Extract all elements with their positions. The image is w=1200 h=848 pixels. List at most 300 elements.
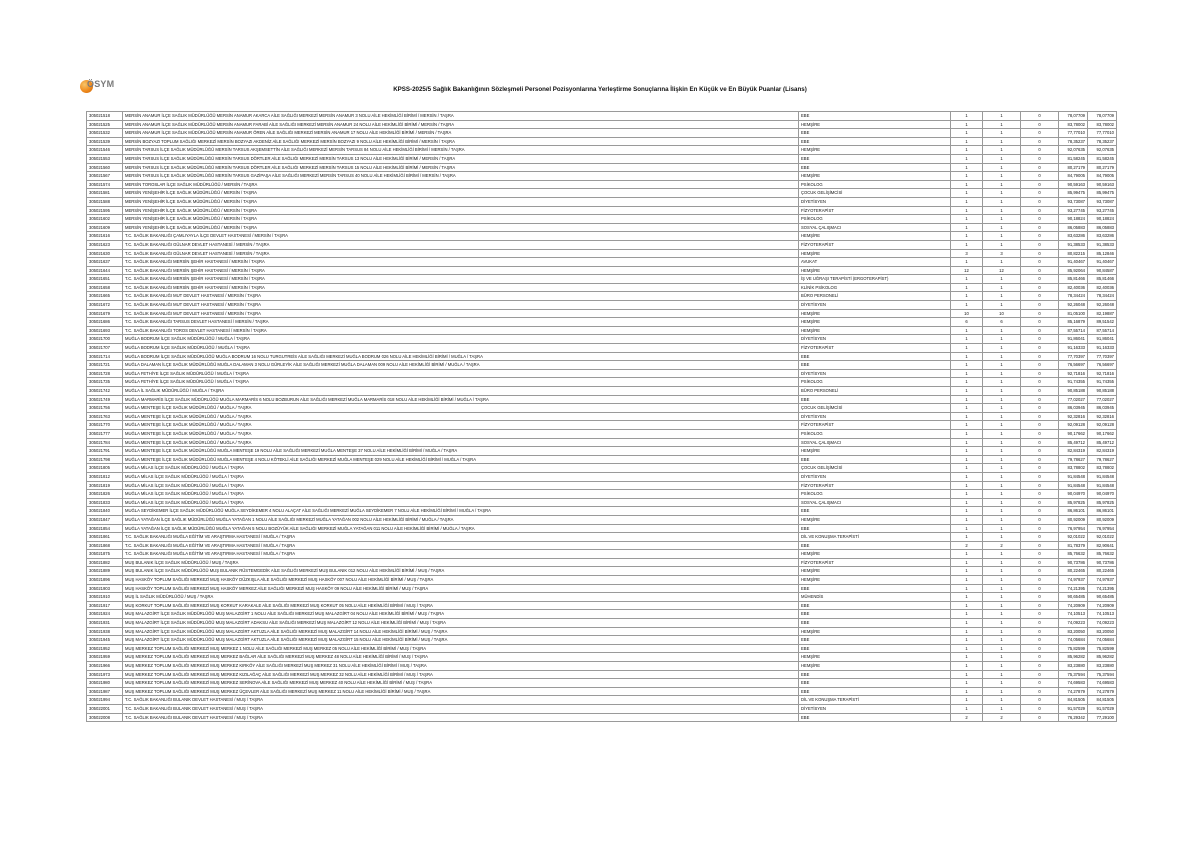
quota-cell: 1 (951, 326, 983, 335)
position-cell: FİZYOTERAPİST (799, 558, 951, 567)
program-code-cell: 305021938 (87, 627, 123, 636)
table-row (87, 172, 1117, 181)
institution-cell: MERSİN TARSUS İLÇE SAĞLIK MÜDÜRLÜĞÜ MERSİN TARSUS DÖRTLER AİLE SAĞLIĞI MERKEZİ MERSİN TARSUS 15 NOLU AİLE HEKİMLİĞİ BİRİMİ / MERSİN / TAŞRA (123, 163, 799, 172)
vacant-cell: 0 (1021, 301, 1059, 310)
program-code-cell: 305021728 (87, 369, 123, 378)
placed-cell: 1 (983, 344, 1021, 353)
min-score-cell: 74,09223 (1059, 619, 1088, 628)
quota-cell: 3 (951, 249, 983, 258)
table-row (87, 490, 1117, 499)
placed-cell: 1 (983, 180, 1021, 189)
vacant-cell: 0 (1021, 507, 1059, 516)
table-row (87, 696, 1117, 705)
program-code-cell: 305021994 (87, 696, 123, 705)
table-row (87, 464, 1117, 473)
position-cell: DİYETİSYEN (799, 301, 951, 310)
min-score-cell: 91,57029 (1059, 704, 1088, 713)
quota-cell: 1 (951, 240, 983, 249)
table-row (87, 593, 1117, 602)
program-code-cell: 305021784 (87, 438, 123, 447)
program-code-cell: 305021651 (87, 275, 123, 284)
program-code-cell: 305021931 (87, 619, 123, 628)
program-code-cell: 305021973 (87, 670, 123, 679)
position-cell: EBE (799, 644, 951, 653)
placed-cell: 1 (983, 644, 1021, 653)
placed-cell: 1 (983, 481, 1021, 490)
institution-cell: MERSİN TOROSLAR İLÇE SAĞLIK MÜDÜRLÜĞÜ / MERSİN / TAŞRA (123, 180, 799, 189)
max-score-cell: 90,84587 (1088, 266, 1117, 275)
program-code-cell: 305021819 (87, 481, 123, 490)
max-score-cell: 86,03945 (1088, 404, 1117, 413)
vacant-cell: 0 (1021, 644, 1059, 653)
max-score-cell: 82,90641 (1088, 541, 1117, 550)
institution-cell: MUĞLA BODRUM İLÇE SAĞLIK MÜDÜRLÜĞÜ MUĞLA BODRUM 16 NOLU TURGUTREİS AİLE SAĞLIĞI MERKEZİ MUĞLA BODRUM 026 NOLU AİLE HEKİMLİĞİ BİRİMİ / MUĞLA / TAŞRA (123, 352, 799, 361)
quota-cell: 1 (951, 137, 983, 146)
max-score-cell: 74,21395 (1088, 584, 1117, 593)
position-cell: EBE (799, 636, 951, 645)
program-code-cell: 305021693 (87, 326, 123, 335)
institution-cell: MUŞ MERKEZ TOPLUM SAĞLIĞI MERKEZİ MUŞ MERKEZ BAĞLAR AİLE SAĞLIĞI MERKEZİ MUŞ MERKEZ 48 NOLU AİLE HEKİMLİĞİ BİRİMİ / MUŞ / TAŞRA (123, 653, 799, 662)
max-score-cell: 74,69583 (1088, 679, 1117, 688)
vacant-cell: 0 (1021, 696, 1059, 705)
quota-cell: 1 (951, 619, 983, 628)
min-score-cell: 80,92009 (1059, 515, 1088, 524)
quota-cell: 1 (951, 558, 983, 567)
vacant-cell: 0 (1021, 481, 1059, 490)
placed-cell: 1 (983, 172, 1021, 181)
institution-cell: T.C. SAĞLIK BAKANLIĞI MERSİN ŞEHİR HASTANESİ / MERSİN / TAŞRA (123, 258, 799, 267)
institution-cell: MERSİN ANAMUR İLÇE SAĞLIK MÜDÜRLÜĞÜ MERSİN ANAMUR ÖREN AİLE SAĞLIĞI MERKEZİ MERSİN ANAMUR 17 NOLU AİLE HEKİMLİĞİ BİRİMİ / MERSİN / TAŞRA (123, 129, 799, 138)
max-score-cell: 93,27745 (1088, 206, 1117, 215)
program-code-cell: 305021700 (87, 335, 123, 344)
min-score-cell: 92,01022 (1059, 533, 1088, 542)
institution-cell: MUĞLA MENTEŞE İLÇE SAĞLIK MÜDÜRLÜĞÜ / MUĞLA / TAŞRA (123, 421, 799, 430)
position-cell: ÇOCUK GELİŞİMCİSİ (799, 189, 951, 198)
institution-cell: T.C. SAĞLIK BAKANLIĞI MERSİN ŞEHİR HASTANESİ / MERSİN / TAŞRA (123, 283, 799, 292)
max-score-cell: 77,77010 (1088, 129, 1117, 138)
vacant-cell: 0 (1021, 412, 1059, 421)
institution-cell: T.C. SAĞLIK BAKANLIĞI ÇAMLIYAYLA İLÇE DEVLET HASTANESİ / MERSİN / TAŞRA (123, 232, 799, 241)
institution-cell: MUĞLA FETHİYE İLÇE SAĞLIK MÜDÜRLÜĞÜ / MUĞLA / TAŞRA (123, 378, 799, 387)
min-score-cell: 81,78379 (1059, 541, 1088, 550)
program-code-cell: 305021875 (87, 550, 123, 559)
max-score-cell: 74,10513 (1088, 610, 1117, 619)
vacant-cell: 0 (1021, 558, 1059, 567)
position-cell: HEMŞİRE (799, 249, 951, 258)
quota-cell: 1 (951, 653, 983, 662)
institution-cell: T.C. SAĞLIK BAKANLIĞI MERSİN ŞEHİR HASTANESİ / MERSİN / TAŞRA (123, 275, 799, 284)
position-cell: HEMŞİRE (799, 318, 951, 327)
institution-cell: MERSİN TARSUS İLÇE SAĞLIK MÜDÜRLÜĞÜ MERSİN TARSUS DÖRTLER AİLE SAĞLIĞI MERKEZİ MERSİN TARSUS 13 NOLU AİLE HEKİMLİĞİ BİRİMİ / MERSİN / TAŞRA (123, 154, 799, 163)
max-score-cell: 75,82599 (1088, 644, 1117, 653)
placed-cell: 1 (983, 679, 1021, 688)
table-row (87, 541, 1117, 550)
quota-cell: 1 (951, 352, 983, 361)
vacant-cell: 0 (1021, 266, 1059, 275)
min-score-cell: 80,22465 (1059, 567, 1088, 576)
max-score-cell: 84,79005 (1088, 172, 1117, 181)
quota-cell: 1 (951, 292, 983, 301)
quota-cell: 12 (951, 266, 983, 275)
program-code-cell: 305021707 (87, 344, 123, 353)
quota-cell: 1 (951, 120, 983, 129)
vacant-cell: 0 (1021, 421, 1059, 430)
min-score-cell: 83,78802 (1059, 464, 1088, 473)
placed-cell: 1 (983, 378, 1021, 387)
position-cell: SOSYAL ÇALIŞMACI (799, 438, 951, 447)
table-row (87, 472, 1117, 481)
min-score-cell: 86,86101 (1059, 507, 1088, 516)
program-code-cell: 305021770 (87, 421, 123, 430)
quota-cell: 1 (951, 189, 983, 198)
placed-cell: 1 (983, 197, 1021, 206)
table-row (87, 619, 1117, 628)
min-score-cell: 77,70397 (1059, 352, 1088, 361)
program-code-cell: 305021686 (87, 318, 123, 327)
placed-cell: 1 (983, 361, 1021, 370)
vacant-cell: 0 (1021, 172, 1059, 181)
placed-cell: 1 (983, 223, 1021, 232)
min-score-cell: 93,73087 (1059, 197, 1088, 206)
vacant-cell: 0 (1021, 524, 1059, 533)
min-score-cell: 91,40467 (1059, 258, 1088, 267)
table-row (87, 197, 1117, 206)
placed-cell: 1 (983, 404, 1021, 413)
min-score-cell: 82,40036 (1059, 283, 1088, 292)
institution-cell: MUĞLA BODRUM İLÇE SAĞLIK MÜDÜRLÜĞÜ / MUĞLA / TAŞRA (123, 344, 799, 353)
position-cell: HEMŞİRE (799, 146, 951, 155)
program-code-cell: 305021742 (87, 387, 123, 396)
min-score-cell: 78,35237 (1059, 137, 1088, 146)
min-score-cell: 92,71816 (1059, 369, 1088, 378)
program-code-cell: 305021917 (87, 601, 123, 610)
placed-cell: 1 (983, 137, 1021, 146)
max-score-cell: 74,09223 (1088, 619, 1117, 628)
quota-cell: 1 (951, 344, 983, 353)
quota-cell: 1 (951, 610, 983, 619)
placed-cell: 1 (983, 283, 1021, 292)
table-row (87, 550, 1117, 559)
min-score-cell: 91,74355 (1059, 378, 1088, 387)
table-row (87, 344, 1117, 353)
vacant-cell: 0 (1021, 567, 1059, 576)
max-score-cell: 79,78627 (1088, 455, 1117, 464)
institution-cell: MUŞ BULANIK İLÇE SAĞLIK MÜDÜRLÜĞÜ MUŞ BULANIK RÜSTEMGEDİK AİLE SAĞLIĞI MERKEZİ MUŞ BULANIK 012 NOLU AİLE HEKİMLİĞİ BİRİMİ / MUŞ / TAŞRA (123, 567, 799, 576)
max-score-cell: 74,05684 (1088, 636, 1117, 645)
table-row (87, 240, 1117, 249)
min-score-cell: 90,73786 (1059, 558, 1088, 567)
institution-cell: MUŞ HASKÖY TOPLUM SAĞLIĞI MERKEZİ MUŞ HASKÖY MERKEZ AİLE SAĞLIĞI MERKEZİ MUŞ HASKÖY 09 NOLU AİLE HEKİMLİĞİ BİRİMİ / MUŞ / TAŞRA (123, 584, 799, 593)
min-score-cell: 74,97937 (1059, 576, 1088, 585)
vacant-cell: 0 (1021, 464, 1059, 473)
vacant-cell: 0 (1021, 670, 1059, 679)
min-score-cell: 85,99475 (1059, 189, 1088, 198)
quota-cell: 1 (951, 533, 983, 542)
institution-cell: MUĞLA MİLAS İLÇE SAĞLIK MÜDÜRLÜĞÜ / MUĞLA / TAŞRA (123, 472, 799, 481)
placed-cell: 1 (983, 120, 1021, 129)
min-score-cell: 74,27879 (1059, 687, 1088, 696)
position-cell: DİL VE KONUŞMA TERAPİSTİ (799, 696, 951, 705)
quota-cell: 1 (951, 163, 983, 172)
quota-cell: 1 (951, 387, 983, 396)
program-code-cell: 305021567 (87, 172, 123, 181)
institution-cell: MUĞLA MİLAS İLÇE SAĞLIK MÜDÜRLÜĞÜ / MUĞLA / TAŞRA (123, 481, 799, 490)
table-row (87, 687, 1117, 696)
vacant-cell: 0 (1021, 687, 1059, 696)
table-row (87, 292, 1117, 301)
position-cell: ÇOCUK GELİŞİMCİSİ (799, 404, 951, 413)
min-score-cell: 91,86041 (1059, 335, 1088, 344)
program-code-cell: 305021959 (87, 653, 123, 662)
min-score-cell: 92,32816 (1059, 412, 1088, 421)
position-cell: HEMŞİRE (799, 447, 951, 456)
quota-cell: 1 (951, 507, 983, 516)
table-row (87, 662, 1117, 671)
min-score-cell: 91,38533 (1059, 240, 1088, 249)
min-score-cell: 83,20050 (1059, 627, 1088, 636)
max-score-cell: 92,32816 (1088, 412, 1117, 421)
position-cell: EBE (799, 163, 951, 172)
max-score-cell: 90,18824 (1088, 215, 1117, 224)
institution-cell: MUŞ İL SAĞLIK MÜDÜRLÜĞÜ / MUŞ / TAŞRA (123, 593, 799, 602)
max-score-cell: 92,09128 (1088, 421, 1117, 430)
table-row (87, 352, 1117, 361)
placed-cell: 1 (983, 687, 1021, 696)
position-cell: İŞ VE UĞRAŞI TERAPİSTİ (ERGOTERAPİST) (799, 275, 951, 284)
quota-cell: 1 (951, 206, 983, 215)
placed-cell: 1 (983, 515, 1021, 524)
institution-cell: MUĞLA MENTEŞE İLÇE SAĞLIK MÜDÜRLÜĞÜ / MUĞLA / TAŞRA (123, 404, 799, 413)
min-score-cell: 91,84548 (1059, 472, 1088, 481)
vacant-cell: 0 (1021, 112, 1059, 121)
institution-cell: MUŞ MERKEZ TOPLUM SAĞLIĞI MERKEZİ MUŞ MERKEZ 1 NOLU AİLE SAĞLIĞI MERKEZİ MUŞ MERKEZ 05 NOLU AİLE HEKİMLİĞİ BİRİMİ / MUŞ / TAŞRA (123, 644, 799, 653)
program-code-cell: 305021805 (87, 464, 123, 473)
quota-cell: 1 (951, 301, 983, 310)
placed-cell: 1 (983, 533, 1021, 542)
program-code-cell: 305021833 (87, 498, 123, 507)
placed-cell: 1 (983, 653, 1021, 662)
position-cell: AVUKAT (799, 258, 951, 267)
institution-cell: MUĞLA MİLAS İLÇE SAĞLIK MÜDÜRLÜĞÜ / MUĞLA / TAŞRA (123, 490, 799, 499)
position-cell: EBE (799, 687, 951, 696)
max-score-cell: 90,73786 (1088, 558, 1117, 567)
program-code-cell: 305021868 (87, 541, 123, 550)
placed-cell: 1 (983, 696, 1021, 705)
max-score-cell: 92,07635 (1088, 146, 1117, 155)
institution-cell: T.C. SAĞLIK BAKANLIĞI BULANIK DEVLET HASTANESİ / MUŞ / TAŞRA (123, 713, 799, 722)
position-cell: EBE (799, 129, 951, 138)
institution-cell: MUĞLA MENTEŞE İLÇE SAĞLIK MÜDÜRLÜĞÜ / MUĞLA / TAŞRA (123, 412, 799, 421)
placed-cell: 1 (983, 550, 1021, 559)
table-row (87, 301, 1117, 310)
quota-cell: 1 (951, 567, 983, 576)
min-score-cell: 90,59163 (1059, 180, 1088, 189)
program-code-cell: 305021952 (87, 644, 123, 653)
min-score-cell: 86,05883 (1059, 223, 1088, 232)
table-row (87, 584, 1117, 593)
vacant-cell: 0 (1021, 498, 1059, 507)
position-cell: PSİKOLOG (799, 378, 951, 387)
program-code-cell: 305021903 (87, 584, 123, 593)
program-code-cell: 305021672 (87, 301, 123, 310)
quota-cell: 1 (951, 361, 983, 370)
table-row (87, 249, 1117, 258)
placed-cell: 1 (983, 232, 1021, 241)
quota-cell: 1 (951, 283, 983, 292)
table-row (87, 567, 1117, 576)
table-row (87, 129, 1117, 138)
placed-cell: 1 (983, 455, 1021, 464)
vacant-cell: 0 (1021, 180, 1059, 189)
min-score-cell: 83,63286 (1059, 232, 1088, 241)
position-cell: DİYETİSYEN (799, 472, 951, 481)
min-score-cell: 82,84319 (1059, 447, 1088, 456)
max-score-cell: 82,40036 (1088, 283, 1117, 292)
institution-cell: MUĞLA YATAĞAN İLÇE SAĞLIK MÜDÜRLÜĞÜ MUĞLA YATAĞAN 5 NOLU BOZÜYÜK AİLE SAĞLIĞI MERKEZİ MUĞLA YATAĞAN 011 NOLU AİLE HEKİMLİĞİ BİRİMİ / MUĞLA / TAŞRA (123, 524, 799, 533)
max-score-cell: 74,27879 (1088, 687, 1117, 696)
position-cell: HEMŞİRE (799, 309, 951, 318)
vacant-cell: 0 (1021, 438, 1059, 447)
table-row (87, 576, 1117, 585)
institution-cell: MERSİN ANAMUR İLÇE SAĞLIK MÜDÜRLÜĞÜ MERSİN ANAMUR AKARCA AİLE SAĞLIĞI MERKEZİ MERSİN ANAMUR 3 NOLU AİLE HEKİMLİĞİ BİRİMİ / MERSİN / TAŞRA (123, 112, 799, 121)
min-score-cell: 83,23880 (1059, 662, 1088, 671)
max-score-cell: 90,17662 (1088, 429, 1117, 438)
placed-cell: 1 (983, 490, 1021, 499)
quota-cell: 1 (951, 455, 983, 464)
institution-cell: MERSİN BOZYAZI TOPLUM SAĞLIĞI MERKEZİ MERSİN BOZYAZI AKDENİZ AİLE SAĞLIĞI MERKEZİ MERSİN BOZYAZI 9 NOLU AİLE HEKİMLİĞİ BİRİMİ / MERSİN / TAŞRA (123, 137, 799, 146)
placed-cell: 1 (983, 507, 1021, 516)
position-cell: EBE (799, 670, 951, 679)
position-cell: EBE (799, 541, 951, 550)
position-cell: KLİNİK PSİKOLOG (799, 283, 951, 292)
min-score-cell: 90,85188 (1059, 387, 1088, 396)
program-code-cell: 305022001 (87, 704, 123, 713)
min-score-cell: 93,27745 (1059, 206, 1088, 215)
vacant-cell: 0 (1021, 326, 1059, 335)
institution-cell: T.C. SAĞLIK BAKANLIĞI MUT DEVLET HASTANESİ / MERSİN / TAŞRA (123, 309, 799, 318)
quota-cell: 1 (951, 335, 983, 344)
placed-cell: 1 (983, 240, 1021, 249)
placed-cell: 1 (983, 189, 1021, 198)
table-row (87, 438, 1117, 447)
vacant-cell: 0 (1021, 404, 1059, 413)
min-score-cell: 85,49712 (1059, 438, 1088, 447)
institution-cell: MERSİN YENİŞEHİR İLÇE SAĞLIK MÜDÜRLÜĞÜ / MERSİN / TAŞRA (123, 206, 799, 215)
placed-cell: 1 (983, 163, 1021, 172)
max-score-cell: 85,12846 (1088, 249, 1117, 258)
vacant-cell: 0 (1021, 120, 1059, 129)
table-row (87, 326, 1117, 335)
placed-cell: 1 (983, 627, 1021, 636)
institution-cell: MUŞ MERKEZ TOPLUM SAĞLIĞI MERKEZİ MUŞ MERKEZ SERİNOVA AİLE SAĞLIĞI MERKEZİ MUŞ MERKEZ 40 NOLU AİLE HEKİMLİĞİ BİRİMİ / MUŞ / TAŞRA (123, 679, 799, 688)
placed-cell: 1 (983, 129, 1021, 138)
min-score-cell: 84,79005 (1059, 172, 1088, 181)
position-cell: PSİKOLOG (799, 490, 951, 499)
institution-cell: T.C. SAĞLIK BAKANLIĞI GÜLNAR DEVLET HASTANESİ / MERSİN / TAŞRA (123, 240, 799, 249)
min-score-cell: 92,09128 (1059, 421, 1088, 430)
position-cell: EBE (799, 601, 951, 610)
min-score-cell: 90,18824 (1059, 215, 1088, 224)
max-score-cell: 90,04970 (1088, 490, 1117, 499)
position-cell: DİYETİSYEN (799, 197, 951, 206)
institution-cell: T.C. SAĞLIK BAKANLIĞI BULANIK DEVLET HASTANESİ / MUŞ / TAŞRA (123, 696, 799, 705)
placed-cell: 1 (983, 326, 1021, 335)
position-cell: FİZYOTERAPİST (799, 240, 951, 249)
vacant-cell: 0 (1021, 472, 1059, 481)
position-cell: HEMŞİRE (799, 172, 951, 181)
position-cell: EBE (799, 112, 951, 121)
min-score-cell: 85,81466 (1059, 275, 1088, 284)
max-score-cell: 86,86101 (1088, 507, 1117, 516)
position-cell: PSİKOLOG (799, 180, 951, 189)
placed-cell: 1 (983, 601, 1021, 610)
table-row (87, 283, 1117, 292)
placed-cell: 1 (983, 662, 1021, 671)
vacant-cell: 0 (1021, 232, 1059, 241)
position-cell: HEMŞİRE (799, 576, 951, 585)
institution-cell: MUĞLA BODRUM İLÇE SAĞLIK MÜDÜRLÜĞÜ / MUĞLA / TAŞRA (123, 335, 799, 344)
table-row (87, 627, 1117, 636)
position-cell: HEMŞİRE (799, 653, 951, 662)
min-score-cell: 92,07635 (1059, 146, 1088, 155)
max-score-cell: 76,56697 (1088, 361, 1117, 370)
quota-cell: 1 (951, 412, 983, 421)
placed-cell: 1 (983, 619, 1021, 628)
program-code-cell: 305021896 (87, 576, 123, 585)
max-score-cell: 85,76632 (1088, 550, 1117, 559)
institution-cell: MERSİN YENİŞEHİR İLÇE SAĞLIK MÜDÜRLÜĞÜ / MERSİN / TAŞRA (123, 223, 799, 232)
min-score-cell: 92,26048 (1059, 301, 1088, 310)
program-code-cell: 305021518 (87, 112, 123, 121)
max-score-cell: 85,49712 (1088, 438, 1117, 447)
quota-cell: 1 (951, 395, 983, 404)
quota-cell: 2 (951, 541, 983, 550)
placed-cell: 1 (983, 704, 1021, 713)
vacant-cell: 0 (1021, 249, 1059, 258)
quota-cell: 1 (951, 404, 983, 413)
table-row (87, 215, 1117, 224)
placed-cell: 1 (983, 206, 1021, 215)
min-score-cell: 75,82599 (1059, 644, 1088, 653)
placed-cell: 1 (983, 438, 1021, 447)
quota-cell: 1 (951, 275, 983, 284)
placed-cell: 1 (983, 112, 1021, 121)
vacant-cell: 0 (1021, 653, 1059, 662)
program-code-cell: 305021546 (87, 146, 123, 155)
program-code-cell: 305021812 (87, 472, 123, 481)
position-cell: EBE (799, 524, 951, 533)
quota-cell: 6 (951, 318, 983, 327)
institution-cell: MUĞLA MENTEŞE İLÇE SAĞLIK MÜDÜRLÜĞÜ / MUĞLA / TAŞRA (123, 438, 799, 447)
position-cell: HEMŞİRE (799, 662, 951, 671)
max-score-cell: 91,84548 (1088, 472, 1117, 481)
position-cell: HEMŞİRE (799, 627, 951, 636)
max-score-cell: 77,70397 (1088, 352, 1117, 361)
institution-cell: MUŞ MALAZGİRT İLÇE SAĞLIK MÜDÜRLÜĞÜ MUŞ MALAZGİRT ADAKSU AİLE SAĞLIĞI MERKEZİ MUŞ MALAZGİRT 12 NOLU AİLE HEKİMLİĞİ BİRİMİ / MUŞ / TAŞRA (123, 619, 799, 628)
table-row (87, 361, 1117, 370)
quota-cell: 1 (951, 636, 983, 645)
min-score-cell: 85,16879 (1059, 318, 1088, 327)
min-score-cell: 81,05100 (1059, 309, 1088, 318)
institution-cell: MUŞ BULANIK İLÇE SAĞLIK MÜDÜRLÜĞÜ / MUŞ / TAŞRA (123, 558, 799, 567)
vacant-cell: 0 (1021, 240, 1059, 249)
min-score-cell: 87,55714 (1059, 326, 1088, 335)
min-score-cell: 85,92064 (1059, 266, 1088, 275)
position-cell: HEMŞİRE (799, 326, 951, 335)
institution-cell: MUĞLA FETHİYE İLÇE SAĞLIK MÜDÜRLÜĞÜ / MUĞLA / TAŞRA (123, 369, 799, 378)
institution-cell: MUŞ KORKUT TOPLUM SAĞLIĞI MERKEZİ MUŞ KORKUT KARAKALE AİLE SAĞLIĞI MERKEZİ MUŞ KORKUT 05 NOLU AİLE HEKİMLİĞİ BİRİMİ / MUŞ / TAŞRA (123, 601, 799, 610)
min-score-cell: 78,07709 (1059, 112, 1088, 121)
